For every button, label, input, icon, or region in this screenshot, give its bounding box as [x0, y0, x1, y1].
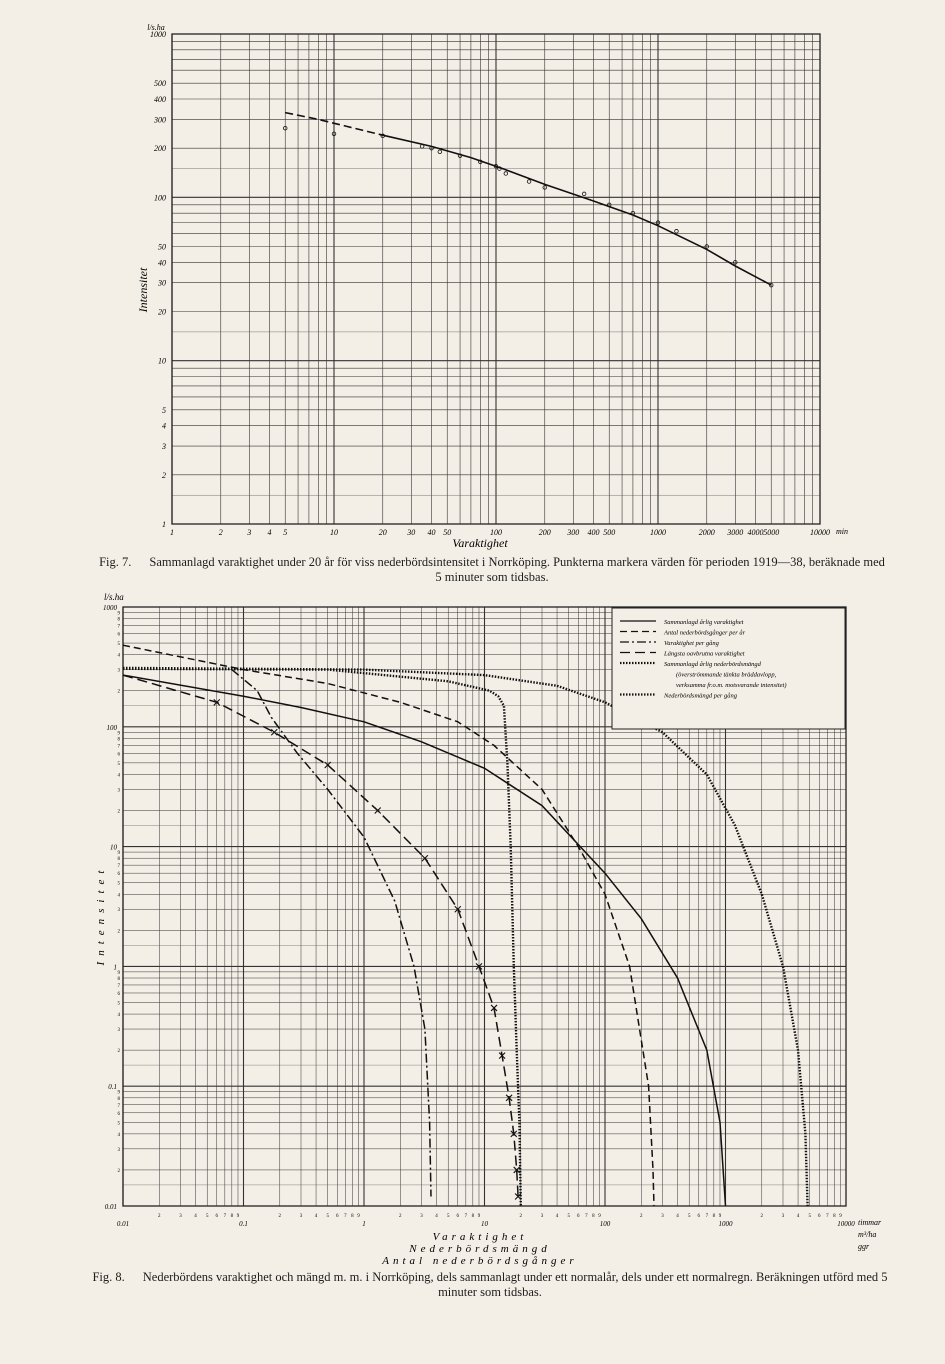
fig7-x-tick-label: 50	[443, 528, 452, 537]
fig7-x-tick-label: 40	[427, 528, 436, 537]
fig7-y-tick-label: 10	[158, 356, 166, 366]
fig8-x-minor-label: 8	[712, 1214, 716, 1219]
fig8-y-minor-label: 9	[117, 851, 120, 857]
fig7-y-axis-label: Intensitet	[136, 267, 150, 313]
fig7-y-tick-label: 2	[162, 470, 166, 480]
fig7-y-tick-label: 200	[154, 144, 166, 154]
fig8-chart	[95, 592, 882, 1267]
fig8-x-minor-label: 8	[592, 1214, 595, 1219]
fig8-y-unit: l/s.ha	[104, 592, 124, 602]
fig7-y-tick-label: 20	[158, 307, 166, 317]
fig7-x-tick-label: 100	[490, 528, 502, 537]
fig7-x-tick-label: 200	[538, 528, 551, 537]
fig8-x-minor-label: 5	[808, 1214, 811, 1219]
fig7-data-point	[438, 150, 442, 154]
fig8-x-minor-label: 2	[519, 1214, 523, 1219]
fig8-x-minor-label: 3	[661, 1214, 664, 1219]
fig8-x-minor-label: 7	[223, 1214, 227, 1219]
fig8-x-minor-label: 6	[215, 1214, 219, 1219]
fig8-x-minor-label: 2	[278, 1214, 282, 1219]
fig8-legend-entry: Sammanlagd årlig nederbördsmängd	[664, 661, 761, 668]
fig8-y-tick-label: 100	[106, 723, 117, 732]
fig8-x-minor-label: 8	[471, 1214, 475, 1219]
fig8-x-minor-label: 4	[194, 1214, 197, 1219]
fig8-x-axis-label-3: Antal nederbördsgånger	[382, 1255, 578, 1267]
fig7-x-tick-label: 300	[567, 528, 580, 537]
fig7-caption-label: Fig. 7.	[99, 555, 132, 569]
fig8-y-minor-label: 8	[117, 977, 120, 983]
fig8-y-minor-label: 7	[117, 983, 120, 989]
fig8-series-line	[123, 668, 808, 1206]
fig8-y-minor-label: 3	[117, 668, 120, 674]
fig8-x-tick-label: 1	[362, 1220, 366, 1228]
fig7-y-tick-label: 500	[154, 79, 166, 89]
fig8-y-minor-label: 7	[117, 744, 120, 750]
fig8-x-tick-label: 0.01	[116, 1220, 130, 1228]
fig7-x-tick-label: 1000	[650, 528, 666, 537]
fig8-y-minor-label: 6	[117, 1111, 120, 1117]
fig8-caption	[90, 1270, 890, 1300]
fig8-legend-entry: Varaktighet per gång	[664, 640, 719, 647]
fig8-x-minor-label: 6	[336, 1214, 339, 1219]
fig7-y-unit: l/s.ha	[147, 23, 165, 32]
fig8-y-minor-label: 4	[117, 1013, 120, 1019]
fig7-x-tick-label: 4	[267, 528, 272, 537]
fig8-x-unit-3: ggr	[858, 1242, 870, 1251]
fig8-x-minor-label: 9	[718, 1214, 722, 1219]
fig7-y-tick-label: 1	[162, 520, 166, 529]
fig8-x-minor-label: 7	[464, 1214, 468, 1219]
fig8-x-axis-label-2: Nederbördsmängd	[409, 1243, 551, 1255]
fig8-x-minor-label: 2	[158, 1214, 161, 1219]
fig7-caption-text: Sammanlagd varaktighet under 20 år för viss nederbördsintensitet i Norrköping. Punkterna markera värden för perioden 1919—38, beräknade med 5 minuter som tidsbas.	[149, 555, 885, 584]
fig8-x-minor-label: 6	[577, 1214, 580, 1219]
fig8-x-unit-2: m³/ha	[858, 1230, 877, 1239]
fig7-x-tick-label: 400	[587, 528, 600, 537]
fig8-x-minor-label: 4	[435, 1214, 438, 1219]
fig8-y-tick-label: 10	[110, 843, 117, 852]
fig7-y-tick-label: 30	[158, 278, 166, 288]
fig7-x-tick-label: 10	[330, 528, 338, 537]
fig7-x-tick-label: 20	[378, 528, 387, 537]
fig7-x-tick-label: 500	[603, 528, 616, 537]
fig8-series-line	[232, 670, 431, 1197]
fig8-x-minor-label: 5	[567, 1214, 570, 1219]
fig8-y-minor-label: 2	[117, 1168, 120, 1174]
fig8-y-tick-label: 1	[113, 963, 117, 972]
fig7-x-tick-label: 5000	[763, 528, 780, 537]
fig8-y-minor-label: 5	[117, 1121, 120, 1127]
fig7-caption	[96, 555, 888, 585]
fig8-x-minor-label: 7	[705, 1214, 709, 1219]
fig7-data-point	[420, 145, 424, 149]
fig8-legend-entry: Längsta oavbrutna varaktighet	[664, 650, 745, 658]
fig8-y-minor-label: 9	[117, 731, 120, 737]
fig8-x-tick-label: 0.1	[239, 1220, 248, 1228]
fig8-y-tick-label: 1000	[103, 604, 117, 612]
fig7-grid	[172, 34, 820, 524]
fig8-x-minor-label: 7	[585, 1214, 588, 1219]
fig8-legend-entry: Sammanlagd årlig varaktighet	[664, 619, 744, 626]
fig8-x-minor-label: 8	[230, 1214, 234, 1219]
fig7-y-tick-label: 3	[162, 442, 166, 452]
fig8-y-minor-label: 7	[117, 864, 120, 870]
fig8-y-minor-label: 9	[117, 1090, 120, 1096]
fig8-x-minor-label: 4	[796, 1214, 800, 1219]
fig7-y-tick-label: 50	[158, 242, 166, 252]
fig8-x-axis-label-1: Varaktighet	[432, 1231, 528, 1243]
fig8-x-minor-label: 9	[236, 1214, 240, 1219]
fig8-x-minor-label: 5	[687, 1214, 691, 1219]
fig8-x-unit-1: timmar	[858, 1218, 882, 1227]
fig8-legend-entry: verksamma fr.o.m. motsvarande intensitet)	[676, 682, 787, 689]
fig8-y-minor-label: 8	[117, 617, 120, 623]
fig8-caption-text: Nederbördens varaktighet och mängd m. m. i Norrköping, dels sammanlagt under ett normalår, dels under ett normalregn. Beräkningen utförd med 5 minuter som tidsbas.	[142, 1270, 888, 1299]
fig7-y-tick-label: 5	[162, 405, 166, 415]
fig8-series-line	[123, 645, 654, 1206]
fig7-y-tick-label: 40	[158, 258, 166, 268]
fig8-legend-entry: Nederbördsmängd per gång	[664, 692, 738, 700]
fig8-x-minor-label: 6	[456, 1214, 460, 1219]
fig8-legend-box	[612, 608, 845, 729]
fig7-y-tick-label: 1000	[150, 30, 166, 39]
fig7-data-point	[675, 229, 679, 233]
fig8-y-minor-label: 6	[117, 752, 120, 758]
fig8-y-minor-label: 3	[117, 1028, 120, 1034]
fig7-x-tick-label: 3	[247, 528, 252, 537]
fig8-y-minor-label: 8	[117, 737, 120, 743]
fig8-y-minor-label: 6	[117, 632, 120, 638]
fig7-x-unit: min	[836, 527, 848, 536]
fig8-x-minor-label: 7	[826, 1214, 829, 1219]
fig8-legend	[612, 608, 845, 729]
fig8-y-minor-label: 5	[117, 642, 120, 648]
fig8-x-minor-label: 7	[344, 1214, 347, 1219]
fig7-x-tick-label: 30	[407, 528, 416, 537]
fig8-x-tick-labels	[117, 1214, 855, 1228]
fig8-y-tick-label: 0.01	[104, 1203, 117, 1211]
fig8-y-minor-label: 2	[117, 689, 120, 695]
fig8-x-minor-label: 9	[839, 1214, 842, 1219]
fig8-x-minor-label: 6	[818, 1214, 821, 1219]
fig7-y-tick-label: 400	[154, 94, 166, 104]
fig8-x-minor-label: 9	[598, 1214, 601, 1219]
fig8-x-minor-label: 5	[446, 1214, 450, 1219]
fig8-x-minor-label: 3	[420, 1214, 423, 1219]
fig7-x-tick-label: 5	[283, 528, 288, 537]
fig7-x-tick-label: 2	[218, 528, 223, 537]
fig8-y-minor-label: 8	[117, 1096, 120, 1102]
fig7-y-tick-label: 4	[162, 421, 166, 431]
fig8-y-minor-label: 9	[117, 611, 120, 617]
fig8-series-line	[123, 675, 726, 1206]
fig8-y-minor-label: 6	[117, 872, 120, 878]
fig8-y-minor-label: 3	[117, 788, 120, 794]
fig8-y-minor-label: 2	[117, 929, 120, 935]
fig7-data-point	[582, 192, 586, 196]
fig8-y-minor-label: 7	[117, 1103, 120, 1109]
fig7-data-point	[527, 180, 531, 184]
fig8-y-minor-label: 4	[117, 893, 120, 899]
fig8-x-tick-label: 10000	[837, 1220, 855, 1228]
fig7-chart	[136, 23, 848, 550]
fig8-y-minor-label: 7	[117, 624, 120, 630]
fig8-x-tick-label: 100	[599, 1220, 611, 1228]
fig8-y-tick-label: 0.1	[108, 1083, 117, 1092]
fig8-x-tick-label: 1000	[718, 1220, 733, 1228]
fig7-y-tick-labels	[150, 30, 166, 529]
fig7-data-point	[504, 172, 508, 176]
fig8-legend-entry: Antal nederbördsgånger per år	[664, 629, 746, 637]
fig8-x-minor-label: 3	[299, 1214, 303, 1219]
fig8-legend-entry: (överströmmande tänkta bräddavlopp,	[676, 671, 777, 679]
fig8-y-minor-label: 2	[117, 809, 120, 815]
fig8-x-minor-label: 4	[555, 1214, 559, 1219]
fig8-x-minor-label: 9	[477, 1214, 481, 1219]
fig8-x-minor-label: 3	[781, 1214, 785, 1219]
fig7-x-tick-label: 4000	[747, 528, 764, 537]
fig7-y-tick-label: 300	[154, 115, 166, 125]
fig8-x-minor-label: 3	[540, 1214, 544, 1219]
fig8-y-minor-label: 8	[117, 857, 120, 863]
fig7-x-tick-label: 3000	[727, 528, 744, 537]
fig8-x-minor-label: 6	[697, 1214, 701, 1219]
fig8-y-minor-label: 6	[117, 991, 120, 997]
fig8-y-minor-label: 3	[117, 1147, 120, 1153]
fig8-x-minor-label: 3	[179, 1214, 182, 1219]
fig8-x-minor-label: 5	[205, 1214, 209, 1219]
fig8-caption-label: Fig. 8.	[92, 1270, 125, 1284]
fig8-x-minor-label: 4	[314, 1214, 318, 1219]
fig8-y-axis-label: Intensitet	[95, 864, 107, 966]
fig8-y-minor-label: 2	[117, 1049, 120, 1055]
fig7-x-tick-label: 10000	[810, 528, 830, 537]
fig8-y-minor-label: 5	[117, 881, 120, 887]
fig8-x-minor-label: 8	[351, 1214, 354, 1219]
fig8-y-minor-label: 3	[117, 908, 120, 914]
fig8-series-line	[123, 669, 521, 1206]
fig8-y-minor-label: 5	[117, 761, 120, 767]
fig8-x-minor-label: 9	[357, 1214, 360, 1219]
fig8-y-minor-label: 4	[117, 773, 120, 779]
fig8-y-minor-label: 4	[117, 653, 120, 659]
fig8-x-tick-label: 10	[481, 1220, 488, 1228]
fig7-x-axis-label: Varaktighet	[452, 536, 508, 550]
fig8-y-minor-label: 9	[117, 970, 120, 976]
fig8-x-minor-label: 8	[833, 1214, 836, 1219]
fig8-x-minor-label: 5	[326, 1214, 329, 1219]
fig8-x-minor-label: 4	[676, 1214, 679, 1219]
fig8-x-minor-label: 2	[760, 1214, 764, 1219]
fig8-y-minor-label: 4	[117, 1132, 120, 1138]
fig7-x-tick-label: 2000	[698, 528, 715, 537]
fig7-x-tick-label: 1	[170, 528, 174, 537]
fig8-y-minor-label: 5	[117, 1001, 120, 1007]
fig7-series	[283, 113, 773, 287]
fig7-y-tick-label: 100	[154, 193, 166, 203]
fig8-x-minor-label: 2	[399, 1214, 402, 1219]
fig8-x-minor-label: 2	[640, 1214, 643, 1219]
